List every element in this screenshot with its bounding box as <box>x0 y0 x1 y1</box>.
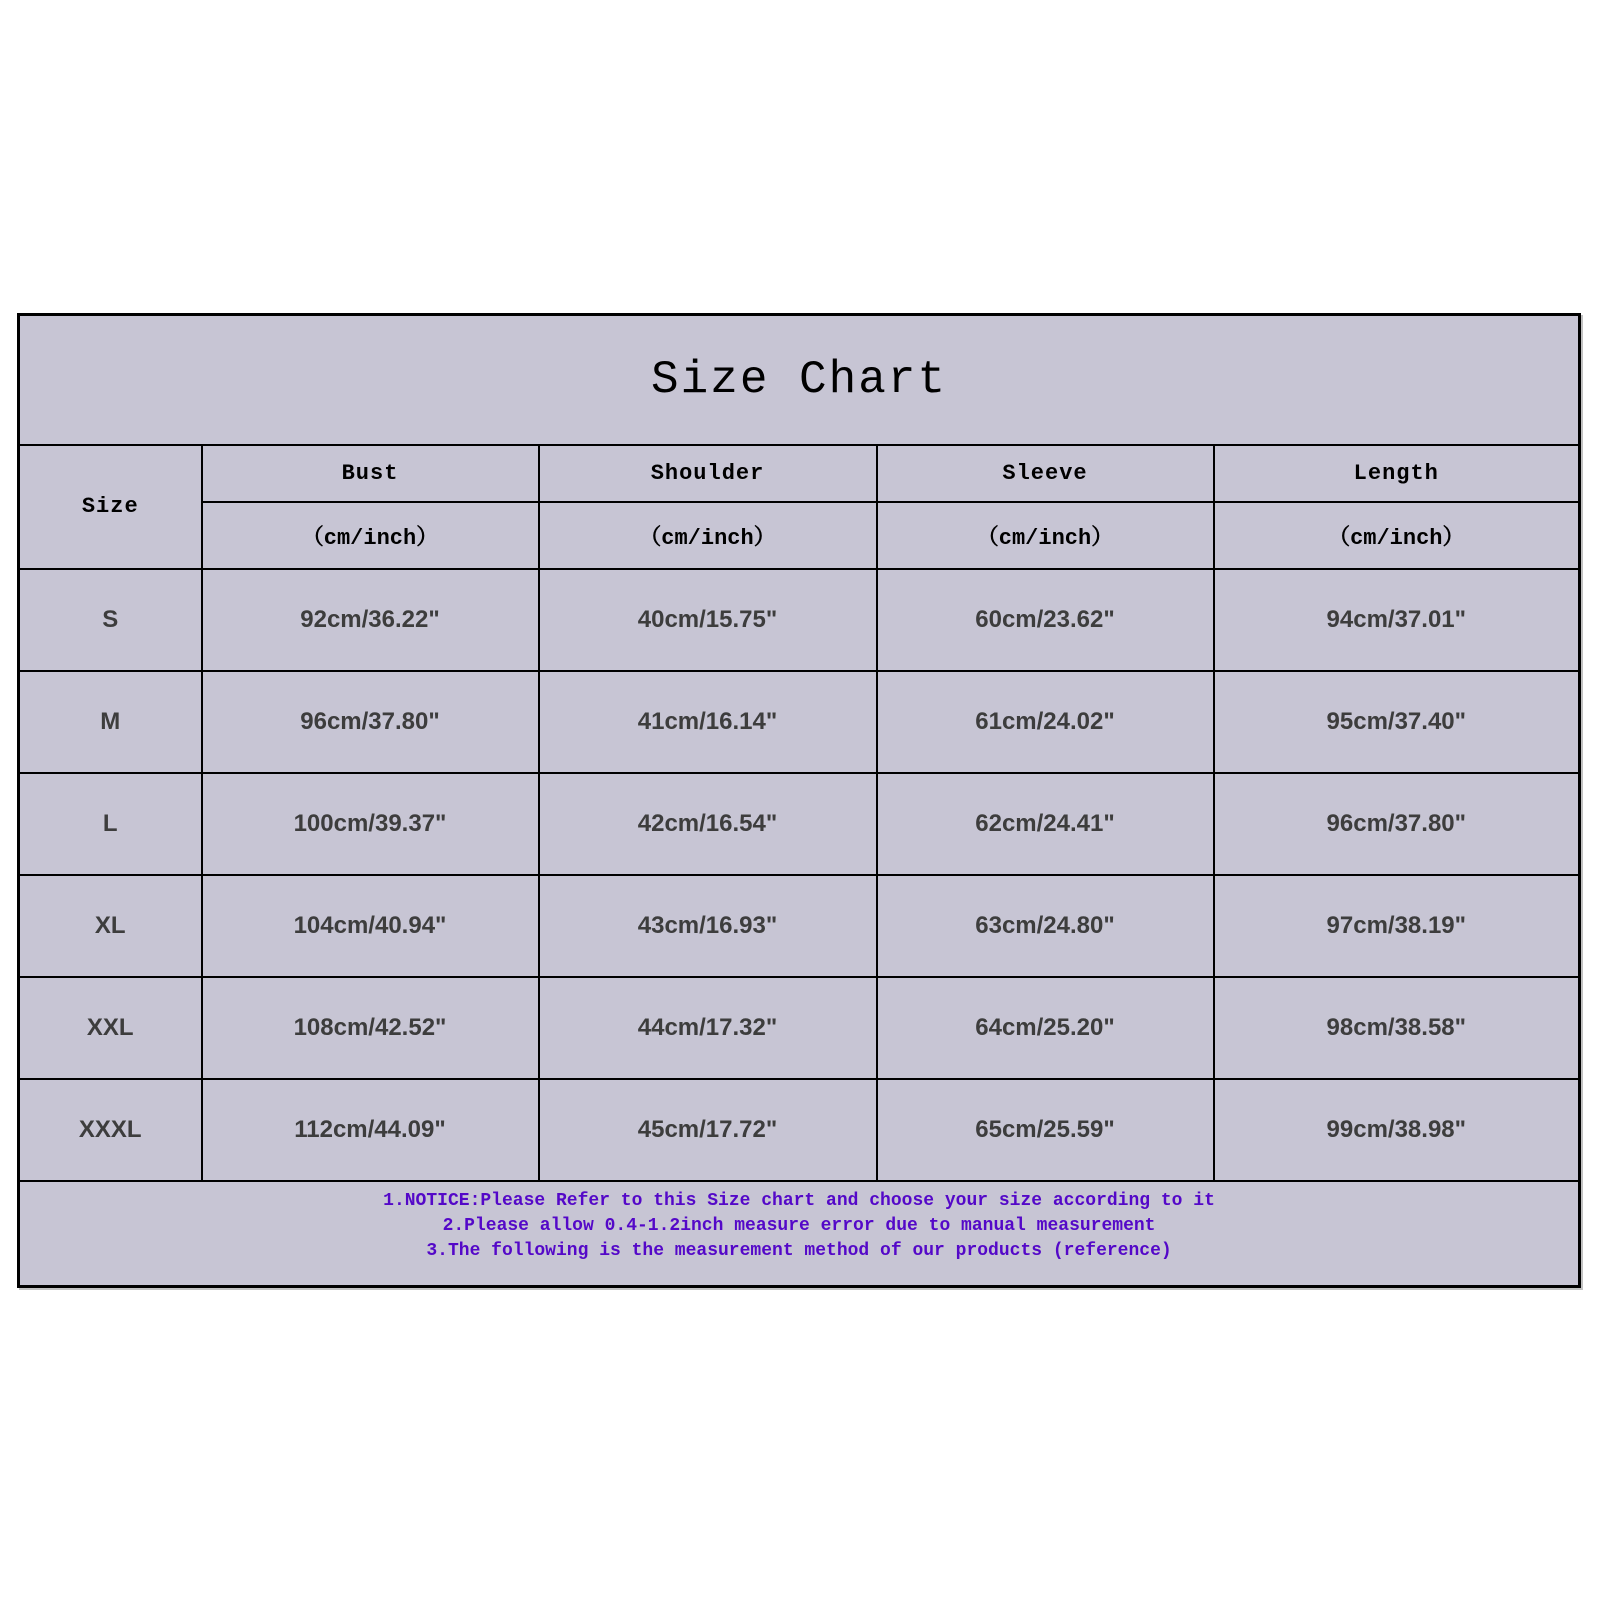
table-row <box>19 1079 1580 1181</box>
shoulder-value: 43cm/16.93" <box>539 875 877 977</box>
size-chart-table <box>17 313 1581 1288</box>
bust-value: 112cm/44.09" <box>202 1079 539 1181</box>
table-row <box>19 773 1580 875</box>
size-label: M <box>19 671 202 773</box>
length-value: 96cm/37.80" <box>1214 773 1580 875</box>
size-label: XXL <box>19 977 202 1079</box>
unit-cell-sleeve: （cm/inch） <box>877 502 1214 569</box>
table-row <box>19 569 1580 671</box>
column-header-size: Size <box>19 445 202 569</box>
notice-block <box>19 1181 1580 1287</box>
sleeve-value: 60cm/23.62" <box>877 569 1214 671</box>
bust-value: 108cm/42.52" <box>202 977 539 1079</box>
bust-value: 100cm/39.37" <box>202 773 539 875</box>
shoulder-value: 40cm/15.75" <box>539 569 877 671</box>
table-row <box>19 875 1580 977</box>
shoulder-value: 45cm/17.72" <box>539 1079 877 1181</box>
column-header-length: Length <box>1214 445 1580 502</box>
notice-line-1: 1.NOTICE:Please Refer to this Size chart and choose your size according to it <box>383 1190 1215 1211</box>
sleeve-value: 64cm/25.20" <box>877 977 1214 1079</box>
unit-cell-bust: （cm/inch） <box>202 502 539 569</box>
shoulder-value: 42cm/16.54" <box>539 773 877 875</box>
bust-value: 104cm/40.94" <box>202 875 539 977</box>
length-value: 99cm/38.98" <box>1214 1079 1580 1181</box>
sleeve-value: 61cm/24.02" <box>877 671 1214 773</box>
length-value: 95cm/37.40" <box>1214 671 1580 773</box>
bust-value: 92cm/36.22" <box>202 569 539 671</box>
length-value: 98cm/38.58" <box>1214 977 1580 1079</box>
sleeve-value: 65cm/25.59" <box>877 1079 1214 1181</box>
size-label: S <box>19 569 202 671</box>
length-value: 94cm/37.01" <box>1214 569 1580 671</box>
size-label: XL <box>19 875 202 977</box>
length-value: 97cm/38.19" <box>1214 875 1580 977</box>
unit-cell-length: （cm/inch） <box>1214 502 1580 569</box>
column-header-bust: Bust <box>202 445 539 502</box>
notice-line-2: 2.Please allow 0.4-1.2inch measure error due to manual measurement <box>442 1215 1156 1236</box>
shoulder-value: 41cm/16.14" <box>539 671 877 773</box>
size-label: L <box>19 773 202 875</box>
chart-title: Size Chart <box>19 315 1580 445</box>
bust-value: 96cm/37.80" <box>202 671 539 773</box>
notice-line-3: 3.The following is the measurement method of our products (reference) <box>426 1240 1172 1261</box>
sleeve-value: 63cm/24.80" <box>877 875 1214 977</box>
shoulder-value: 44cm/17.32" <box>539 977 877 1079</box>
unit-cell-shoulder: （cm/inch） <box>539 502 877 569</box>
column-header-sleeve: Sleeve <box>877 445 1214 502</box>
table-row <box>19 671 1580 773</box>
sleeve-value: 62cm/24.41" <box>877 773 1214 875</box>
table-row <box>19 977 1580 1079</box>
column-header-shoulder: Shoulder <box>539 445 877 502</box>
size-label: XXXL <box>19 1079 202 1181</box>
